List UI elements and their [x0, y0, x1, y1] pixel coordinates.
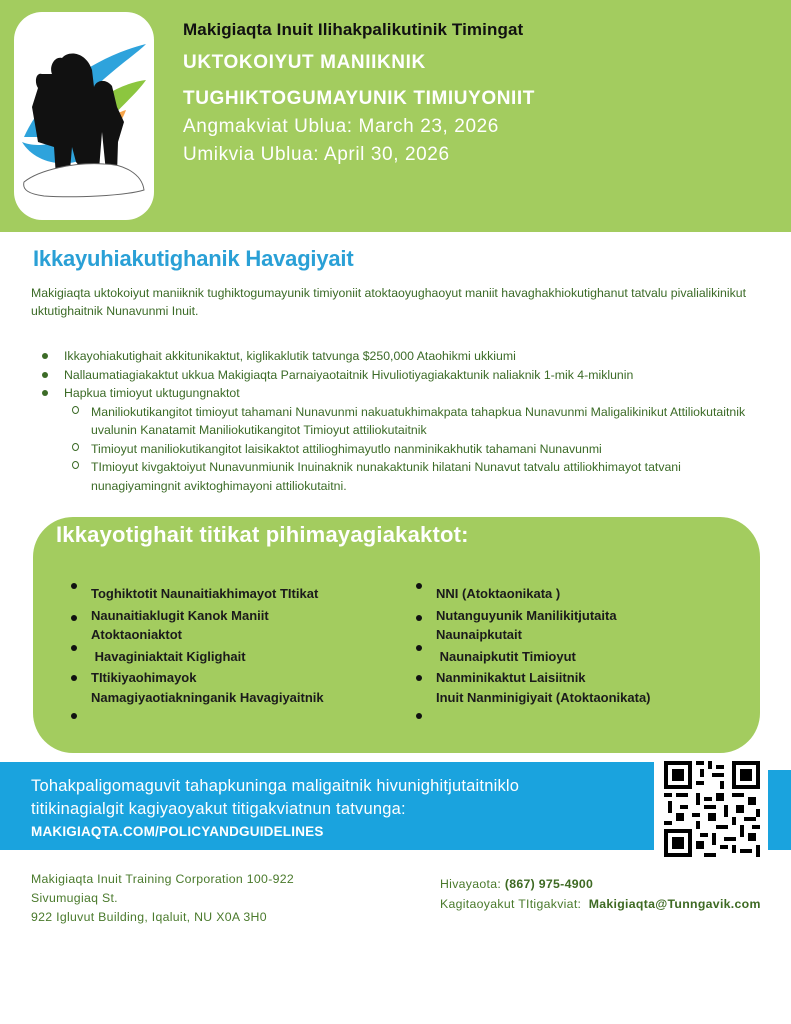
requirement-item-continued: Atoktaoniaktot: [91, 627, 182, 642]
requirement-item-empty: [71, 707, 391, 721]
email-row: [440, 894, 761, 914]
bullet-icon: [71, 675, 77, 681]
list-item: Hapkua timioyut uktugungnaktot Maniliokutikangitot timioyut tahamani Nunavunmi nakuatukhimakpata tahapkua Nunavunmi Maligalikinikut Attiliokutaitnik uvalunin Kanatamit Maniliokutikangitot Timioyut attiliokutaitnik Timioyut maniliokutikangitot laisikaktot attilioghimayutlo nanminikakhutik tahamani Nunavunmi TImioyut kivgaktoiyut Nunavunmiunik Inuinaknik nunakaktunik hilatani Nunavut tatvalu attiliokhimayot tatvani nunagiyamingnit aviktoghimayoni attiliokutaitni.: [42, 384, 762, 495]
requirement-item: Havaginiaktait Kiglighait: [71, 647, 391, 667]
open-date: Angmakviat Ublua: March 23, 2026: [183, 116, 499, 137]
requirement-item-empty: [416, 707, 736, 721]
bullet-icon: [42, 390, 48, 396]
list-item: Nallaumatiagiakaktut ukkua Makigiaqta Parnaiyaotaitnik Hivuliotiyagiakaktunik naliaknik 1-mik 4-miklunin: [42, 366, 762, 385]
inuit-family-logo-icon: [14, 12, 154, 220]
bullet-icon: [71, 713, 77, 719]
requirement-item: Naunaipkutit Timioyut: [416, 647, 736, 667]
eligible-organizations-list: [72, 403, 762, 496]
requirements-left-column: [71, 582, 391, 721]
hollow-bullet-icon: [72, 406, 79, 414]
phone-row: [440, 874, 761, 894]
bullet-icon: [42, 353, 48, 359]
policy-banner-text: Tohakpaligomaguvit tahapkuninga maligaitnik hivunighitjutaitniklo titikinagialgit kagiyaoyakut titigakviatnun tatvunga:: [31, 777, 520, 818]
sub-list-item: Maniliokutikangitot timioyut tahamani Nunavunmi nakuatukhimakpata tahapkua Nunavunmi Maligalikinikut Attiliokutaitnik uvalunin Kanatamit Maniliokutikangitot Timioyut attiliokutaitnik: [72, 403, 762, 440]
requirement-item: TItikiyaohimayok: [71, 668, 391, 688]
program-title-line-1: UKTOKOIYUT MANIIKNIK: [183, 52, 426, 73]
requirement-item: Toghiktotit Naunaitiakhimayot TItikat: [71, 584, 391, 604]
contact-info: [440, 874, 761, 914]
qr-code-icon[interactable]: [660, 757, 764, 861]
policy-link[interactable]: MAKIGIAQTA.COM/POLICYANDGUIDELINES: [31, 824, 324, 839]
hollow-bullet-icon: [72, 461, 79, 469]
bullet-icon: [42, 372, 48, 378]
bullet-icon: [71, 615, 77, 621]
requirement-item: Nutanguyunik Manilikitjutaita: [416, 606, 736, 626]
bullet-icon: [416, 645, 422, 651]
bullet-icon: [416, 713, 422, 719]
sub-list-item: Timioyut maniliokutikangitot laisikaktot attilioghimayutlo nanminikakhutik tahamani Nunavunmi: [72, 440, 762, 459]
organization-name: Makigiaqta Inuit Ilihakpalikutinik Timingat: [183, 20, 524, 39]
hollow-bullet-icon: [72, 443, 79, 451]
header-banner: [0, 0, 791, 232]
phone-label: Hivayaota:: [440, 877, 505, 891]
sub-list-item: TImioyut kivgaktoiyut Nunavunmiunik Inuinaknik nunakaktunik hilatani Nunavut tatvalu attiliokhimayot tatvani nunagiyamingnit aviktoghimayoni attiliokutaitni.: [72, 458, 762, 495]
email-address[interactable]: Makigiaqta@Tunngavik.com: [588, 897, 761, 911]
mailing-address: Makigiaqta Inuit Training Corporation 100-922 Sivumugiaq St. 922 Igluvut Building, Iqaluit, NU X0A 3H0: [31, 872, 295, 924]
list-item: Ikkayohiakutighait akkitunikaktut, kiglikaklutik tatvunga $250,000 Ataohikmi ukkiumi: [42, 347, 762, 366]
eligibility-list: [42, 347, 762, 495]
close-date: Umikvia Ublua: April 30, 2026: [183, 144, 450, 165]
bullet-icon: [416, 675, 422, 681]
requirement-item: Nanminikaktut Laisiitnik: [416, 668, 736, 688]
requirements-right-column: [416, 582, 736, 721]
eligibility-heading: Ikkayuhiakutighanik Havagiyait: [33, 246, 354, 271]
bullet-icon: [71, 645, 77, 651]
bullet-icon: [416, 615, 422, 621]
requirement-item: Naunaitiaklugit Kanok Maniit: [71, 606, 391, 626]
requirement-item: NNI (Atoktaonikata ): [416, 584, 736, 604]
bullet-icon: [416, 583, 422, 589]
policy-banner-edge: [768, 770, 791, 850]
phone-number[interactable]: (867) 975-4900: [504, 877, 594, 891]
requirement-item-continued: Naunaipkutait: [436, 627, 522, 642]
program-title-line-2: TUGHIKTOGUMAYUNIK TIMIUYONIIT: [183, 88, 536, 109]
email-label: Kagitaoyakut TItigakviat:: [440, 897, 589, 911]
bullet-icon: [71, 583, 77, 589]
eligibility-intro: Makigiaqta uktokoiyut maniiknik tughiktogumayunik timiyoniit atoktaoyughaoyut maniit havaghakhiokutighanut tatvalu pivalialikinikut uktutighaitnik Nunavunmi Inuit.: [31, 286, 746, 318]
requirement-item-continued: Inuit Nanminigiyait (Atoktaonikata): [436, 689, 651, 705]
requirements-heading: Ikkayotighait titikat pihimayagiakaktot:: [56, 522, 469, 547]
logo: [14, 12, 154, 220]
requirement-item-continued: Namagiyaotiakninganik Havagiyaitnik: [91, 689, 324, 705]
